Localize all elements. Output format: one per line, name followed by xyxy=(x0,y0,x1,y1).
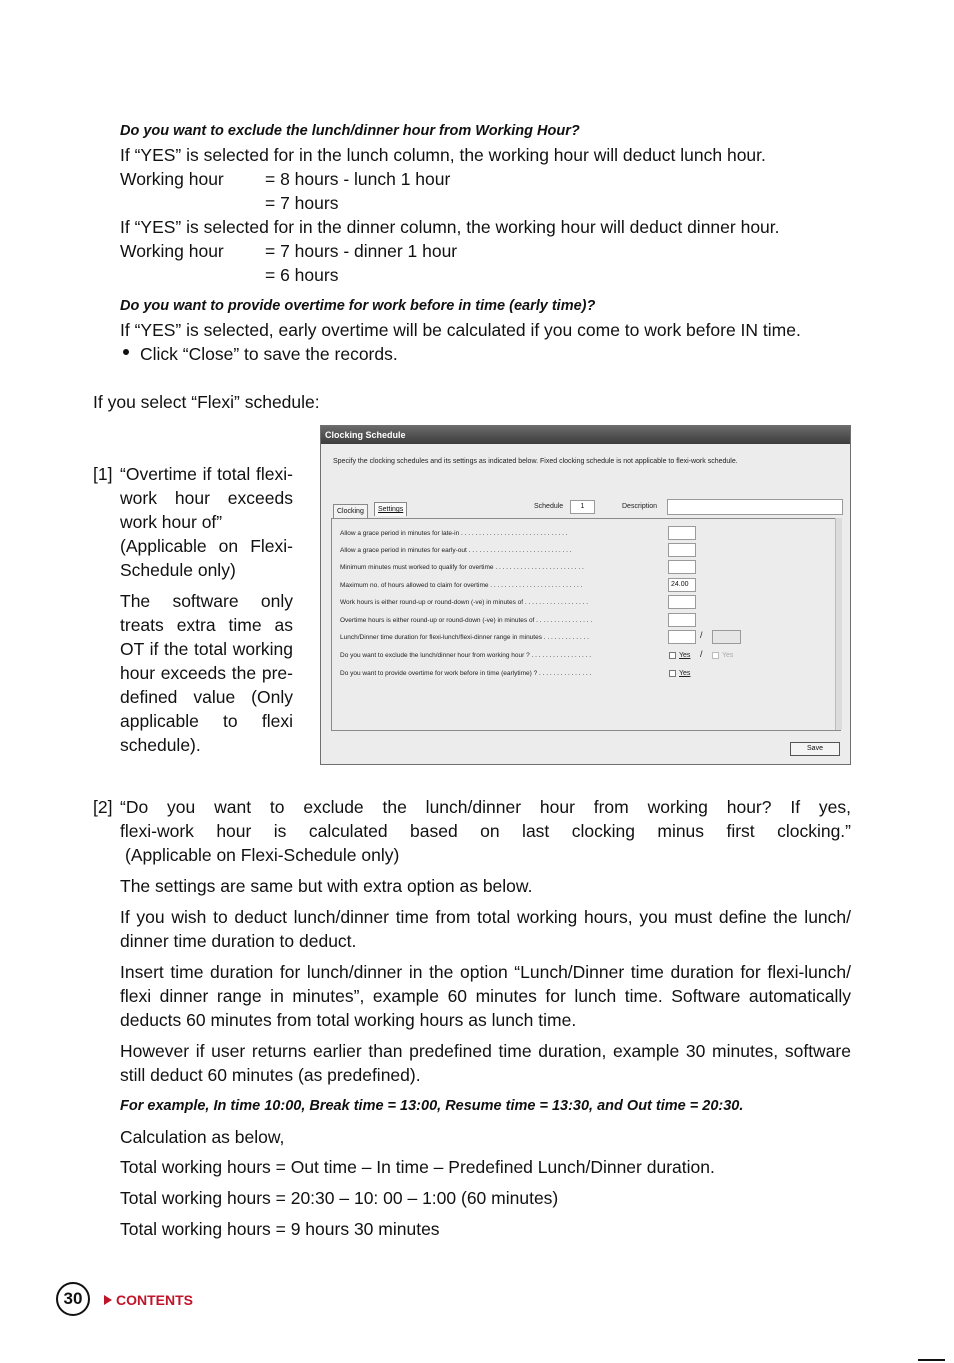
paragraph: If “YES” is selected for in the dinner column, the working hour will deduct dinner hour. xyxy=(120,217,780,237)
paragraph: If “YES” is selected, early overtime will be calculated if you come to work before IN time. xyxy=(120,320,801,340)
min-overtime-field[interactable] xyxy=(668,560,696,574)
setting-row-label: Allow a grace period in minutes for early-out . . . . . . . . . . . . . . . . . . . . . . . . . . . . . xyxy=(340,547,572,554)
equation-line: = 6 hours xyxy=(265,265,339,285)
section-heading-exclude-lunch: Do you want to exclude the lunch/dinner hour from Working Hour? xyxy=(120,123,580,139)
setting-row-label: Do you want to provide overtime for work before in time (earlytime) ? . . . . . . . . . . . . . . . xyxy=(340,670,592,677)
play-arrow-icon xyxy=(104,1295,112,1305)
bullet-item: Click “Close” to save the records. xyxy=(140,344,398,364)
note1-line: treats extra time as xyxy=(120,615,293,635)
tab-clocking[interactable]: Clocking xyxy=(333,504,368,518)
equation-line: = 8 hours - lunch 1 hour xyxy=(265,169,451,189)
working-hour-label: Working hour xyxy=(120,241,224,261)
setting-row-label: Overtime hours is either round-up or round-down (-ve) in minutes of . . . . . . . . . . . . . . . . xyxy=(340,617,593,624)
separator-slash-icon: / xyxy=(700,630,703,640)
footer-rule xyxy=(918,1359,945,1361)
exclude-dinner-checkbox[interactable] xyxy=(712,652,719,659)
note-number: [2] xyxy=(93,797,113,817)
bullet-icon xyxy=(123,349,129,355)
save-button[interactable]: Save xyxy=(790,742,840,756)
separator-slash-icon: / xyxy=(700,649,703,659)
overtime-round-field[interactable] xyxy=(668,613,696,627)
clocking-schedule-window xyxy=(320,425,851,765)
note2-line: (Applicable on Flexi-Schedule only) xyxy=(125,845,400,865)
paragraph: deducts 60 minutes from total working hours as lunch time. xyxy=(120,1010,577,1030)
note1-line: “Overtime if total flexi- xyxy=(120,464,293,484)
flexi-intro: If you select “Flexi” schedule: xyxy=(93,392,320,412)
paragraph: However if user returns earlier than predefined time duration, example 30 minutes, software xyxy=(120,1041,851,1061)
working-hour-label: Working hour xyxy=(120,169,224,189)
paragraph: dinner time duration to deduct. xyxy=(120,931,357,951)
note2-line: “Do you want to exclude the lunch/dinner hour from working hour? If yes, xyxy=(120,797,851,817)
setting-row-label: Minimum minutes must worked to qualify for overtime . . . . . . . . . . . . . . . . . . . . . . . . . xyxy=(340,564,584,571)
calculation-line: Total working hours = 20:30 – 10: 00 – 1:00 (60 minutes) xyxy=(120,1188,559,1208)
yes-label: Yes xyxy=(722,652,734,659)
equation-line: = 7 hours xyxy=(265,193,339,213)
paragraph: still deduct 60 minutes (as predefined). xyxy=(120,1065,421,1085)
max-overtime-field[interactable]: 24.00 xyxy=(668,578,696,592)
paragraph: flexi dinner range in minutes”, example 60 minutes for lunch time. Software automatically xyxy=(120,986,851,1006)
note2-line: flexi-work hour is calculated based on last clocking minus first clocking.” xyxy=(120,821,851,841)
tab-settings[interactable]: Settings xyxy=(374,502,407,516)
yes-label: Yes xyxy=(679,670,691,677)
window-description: Specify the clocking schedules and its settings as indicated below. Fixed clocking schedule is not applicable to flexi-work schedule. xyxy=(333,458,738,465)
schedule-label: Schedule xyxy=(534,503,564,510)
calculation-line: Total working hours = Out time – In time – Predefined Lunch/Dinner duration. xyxy=(120,1157,715,1177)
description-label: Description xyxy=(622,503,658,510)
paragraph: If “YES” is selected for in the lunch column, the working hour will deduct lunch hour. xyxy=(120,145,766,165)
note1-line: work hour exceeds xyxy=(120,488,293,508)
section-heading-early-overtime: Do you want to provide overtime for work before in time (early time)? xyxy=(120,298,596,314)
note1-line: schedule). xyxy=(120,735,201,755)
paragraph: If you wish to deduct lunch/dinner time from total working hours, you must define the lunch/ xyxy=(120,907,851,927)
note1-line: Schedule only) xyxy=(120,560,236,580)
early-overtime-checkbox[interactable] xyxy=(669,670,676,677)
paragraph: Insert time duration for lunch/dinner in the option “Lunch/Dinner time duration for flexi-lunch/ xyxy=(120,962,851,982)
calculation-line: Total working hours = 9 hours 30 minutes xyxy=(120,1219,440,1239)
note1-text xyxy=(120,462,293,757)
dinner-duration-field[interactable] xyxy=(712,630,741,644)
early-out-grace-field[interactable] xyxy=(668,543,696,557)
example-heading: For example, In time 10:00, Break time = 13:00, Resume time = 13:30, and Out time = 20:30. xyxy=(120,1098,744,1114)
equation-line: = 7 hours - dinner 1 hour xyxy=(265,241,458,261)
note1-line: The software only xyxy=(120,591,293,611)
note-number: [1] xyxy=(93,464,113,484)
paragraph: Calculation as below, xyxy=(120,1127,285,1147)
note1-line: OT if the total working xyxy=(120,639,293,659)
paragraph: The settings are same but with extra option as below. xyxy=(120,876,533,896)
schedule-field[interactable]: 1 xyxy=(570,500,595,514)
note1-line: defined value (Only xyxy=(120,687,293,707)
setting-row-label: Allow a grace period in minutes for late-in . . . . . . . . . . . . . . . . . . . . . . . . . . . . . . xyxy=(340,530,568,537)
panel-scrollbar[interactable] xyxy=(835,518,842,730)
note1-line: (Applicable on Flexi- xyxy=(120,536,293,556)
note1-line: work hour of” xyxy=(120,512,223,532)
work-round-field[interactable] xyxy=(668,595,696,609)
contents-link[interactable]: CONTENTS xyxy=(116,1292,193,1308)
window-title: Clocking Schedule xyxy=(321,426,850,444)
setting-row-label: Do you want to exclude the lunch/dinner hour from working hour ? . . . . . . . . . . . . . . . . . xyxy=(340,652,592,659)
note1-line: hour exceeds the pre- xyxy=(120,663,293,683)
page-number: 30 xyxy=(56,1282,90,1316)
description-field[interactable] xyxy=(667,499,843,515)
yes-label: Yes xyxy=(679,652,691,659)
lunch-duration-field[interactable] xyxy=(668,630,696,644)
setting-row-label: Maximum no. of hours allowed to claim for overtime . . . . . . . . . . . . . . . . . . . . . . . . . . xyxy=(340,582,583,589)
exclude-lunch-checkbox[interactable] xyxy=(669,652,676,659)
settings-panel xyxy=(331,518,841,731)
late-in-grace-field[interactable] xyxy=(668,526,696,540)
setting-row-label: Work hours is either round-up or round-down (-ve) in minutes of . . . . . . . . . . . . . . . . . . xyxy=(340,599,589,606)
setting-row-label: Lunch/Dinner time duration for flexi-lunch/flexi-dinner range in minutes . . . . . . . . . . . . . xyxy=(340,634,589,641)
note1-line: applicable to flexi xyxy=(120,711,293,731)
